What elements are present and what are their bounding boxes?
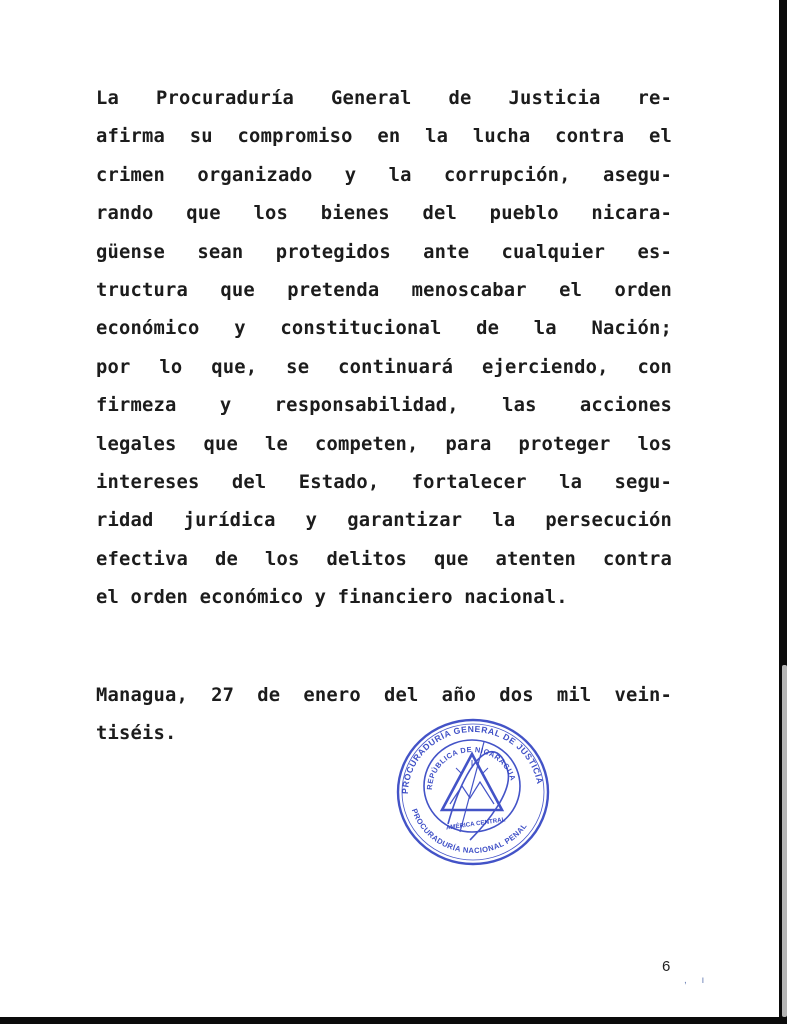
- body-line: económico y constitucional de la Nación;: [96, 318, 672, 340]
- body-line: efectiva de los delitos que atenten contra: [96, 548, 672, 570]
- closing-line: tiséis.: [96, 723, 177, 745]
- seal-bottom-text: PROCURADURÍA NACIONAL PENAL: [409, 807, 529, 856]
- body-line: legales que le competen, para proteger los: [96, 433, 672, 455]
- seal-center-text: AMÉRICA CENTRAL: [445, 816, 506, 832]
- closing-date: [96, 677, 672, 754]
- body-line: rando que los bienes del pueblo nicara-: [96, 203, 672, 225]
- body-line: el orden económico y financiero nacional.: [96, 587, 568, 609]
- body-line: güense sean protegidos ante cualquier es-: [96, 241, 672, 263]
- closing-line: Managua, 27 de enero del año dos mil vein-: [96, 685, 672, 706]
- body-line: afirma su compromiso en la lucha contra el: [96, 126, 672, 148]
- seal-inner-text: REPÚBLICA DE NICARAGUA: [424, 744, 518, 791]
- seal-outer-ring: [398, 720, 548, 864]
- page-number: 6: [662, 958, 671, 975]
- seal-outer-text: PROCURADURÍA GENERAL DE JUSTICIA: [399, 723, 546, 795]
- body-line: intereses del Estado, fortalecer la segu-: [96, 472, 672, 494]
- body-line: por lo que, se continuará ejerciendo, con: [96, 356, 672, 378]
- page-marks: , ı: [684, 975, 711, 986]
- body-line: firmeza y responsabilidad, las acciones: [96, 395, 672, 417]
- body-line: crimen organizado y la corrupción, asegu-: [96, 164, 672, 186]
- document-body: [96, 80, 672, 618]
- body-line: La Procuraduría General de Justicia re-: [96, 88, 672, 109]
- body-line: tructura que pretenda menoscabar el orden: [96, 280, 672, 302]
- body-line: ridad jurídica y garantizar la persecución: [96, 510, 672, 532]
- official-seal-stamp: [388, 712, 558, 872]
- scrollbar-thumb[interactable]: [782, 665, 787, 1017]
